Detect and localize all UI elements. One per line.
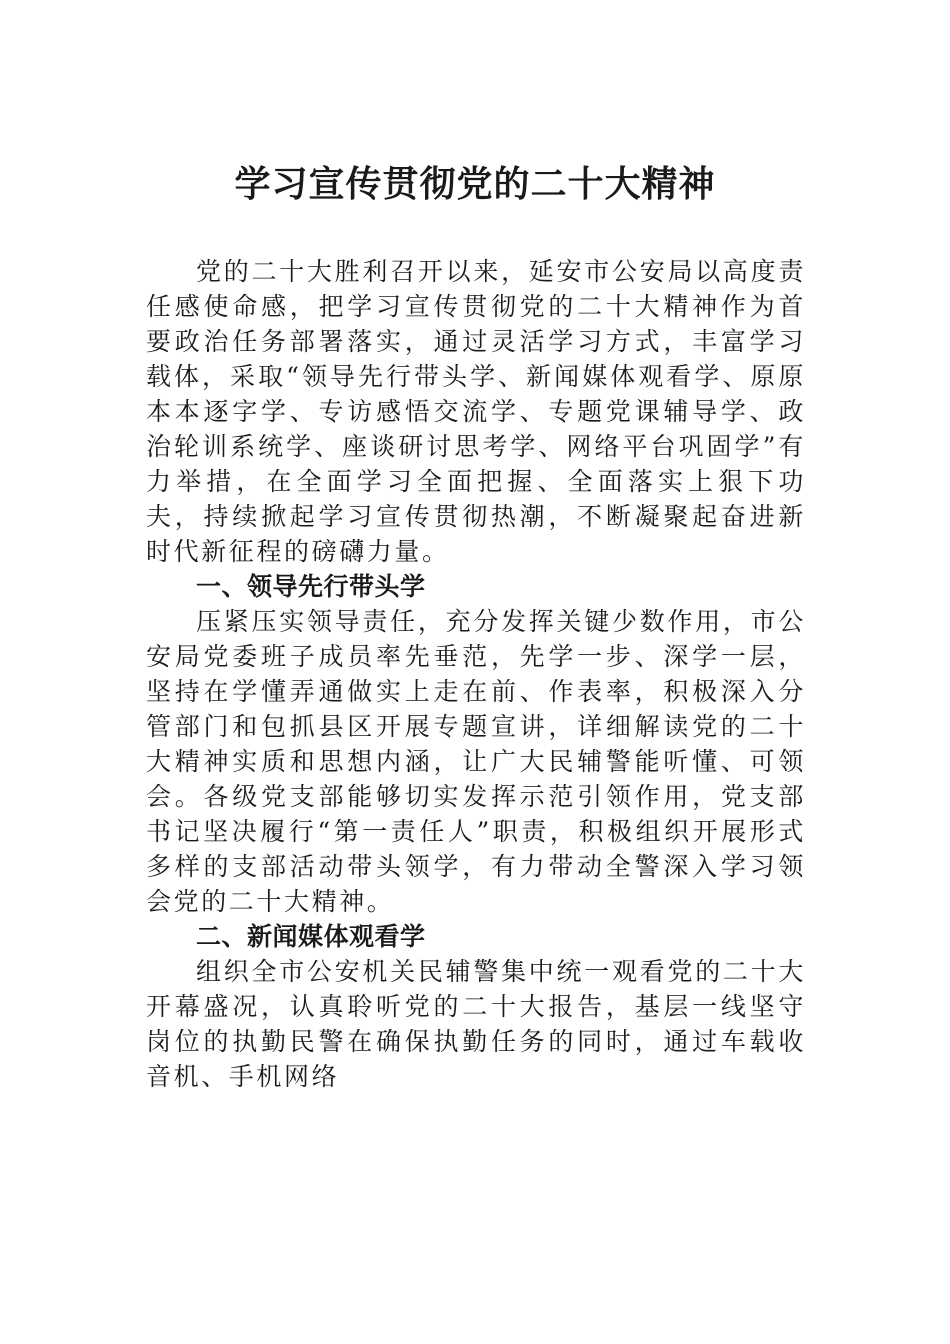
section-paragraph-2: 组织全市公安机关民辅警集中统一观看党的二十大开幕盛况，认真聆听党的二十大报告，基层一线坚守岗位的执勤民警在确保执勤任务的同时，通过车载收音机、手机网络 (146, 957, 806, 1091)
section-paragraph-1: 压紧压实领导责任，充分发挥关键少数作用，市公安局党委班子成员率先垂范，先学一步、深学一层，坚持在学懂弄通做实上走在前、作表率，积极深入分管部门和包抓县区开展专题宣讲，详细解读党的二十大精神实质和思想内涵，让广大民辅警能听懂、可领会。各级党支部能够切实发挥示范引领作用，党支部书记坚决履行“第一责任人”职责，积极组织开展形式多样的支部活动带头领学，有力带动全警深入学习领会党的二十大精神。 (146, 607, 806, 916)
document-body (146, 254, 806, 1094)
document-title: 学习宣传贯彻党的二十大精神 (234, 163, 716, 205)
section-heading-2: 二、新闻媒体观看学 (196, 922, 426, 951)
section-heading-1: 一、领导先行带头学 (196, 572, 426, 601)
intro-paragraph: 党的二十大胜利召开以来，延安市公安局以高度责任感使命感，把学习宣传贯彻党的二十大精神作为首要政治任务部署落实，通过灵活学习方式，丰富学习载体，采取“领导先行带头学、新闻媒体观看学、原原本本逐字学、专访感悟交流学、专题党课辅导学、政治轮训系统学、座谈研讨思考学、网络平台巩固学”有力举措，在全面学习全面把握、全面落实上狠下功夫，持续掀起学习宣传贯彻热潮，不断凝聚起奋进新时代新征程的磅礴力量。 (146, 257, 806, 566)
